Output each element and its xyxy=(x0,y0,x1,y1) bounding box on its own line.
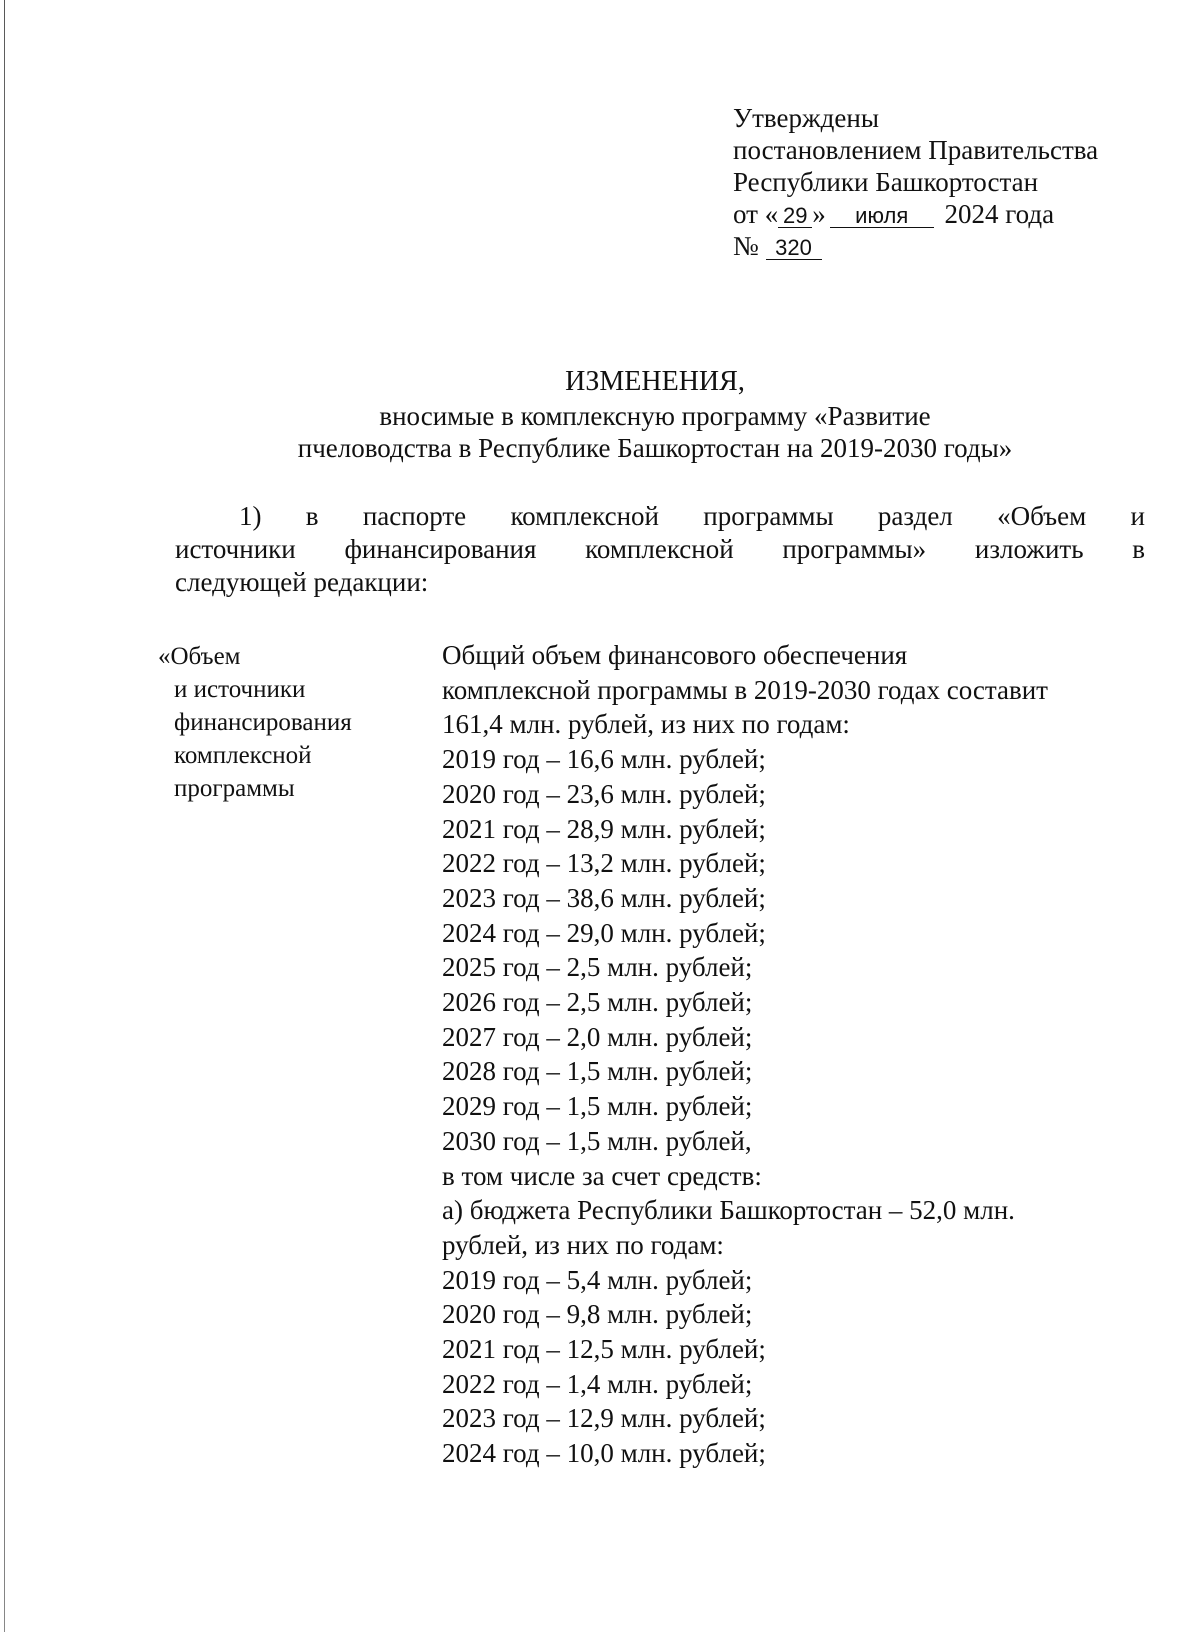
number-prefix: № xyxy=(733,231,759,261)
intro-word: финансирования xyxy=(344,534,537,564)
intro-word: и xyxy=(1130,501,1145,531)
scan-edge-line xyxy=(4,0,5,1632)
passport-label-column xyxy=(158,640,352,805)
date-month: июля xyxy=(830,205,934,228)
date-mid: » xyxy=(812,199,826,229)
intro-line-2 xyxy=(175,533,1145,566)
intro-word: программы» xyxy=(782,534,927,564)
intro-word: источники xyxy=(175,534,296,564)
intro-word: изложить xyxy=(974,534,1084,564)
approval-line-2: постановлением Правительства xyxy=(733,135,1099,165)
intro-line-1 xyxy=(175,500,1145,533)
date-day: 29 xyxy=(778,205,812,228)
intro-line-3: следующей редакции: xyxy=(175,567,429,597)
passport-value-line: а) бюджета Республики Башкортостан – 52,0 млн. xyxy=(442,1195,1015,1226)
passport-value-line: 2023 год – 38,6 млн. рублей; xyxy=(442,882,766,913)
passport-value-line: 2020 год – 23,6 млн. рублей; xyxy=(442,778,766,809)
passport-label-line: комплексной xyxy=(174,742,312,769)
document-title xyxy=(190,366,1120,464)
passport-value-column xyxy=(442,638,1048,1471)
intro-word: раздел xyxy=(877,501,953,531)
passport-value-line: Общий объем финансового обеспечения xyxy=(442,640,908,670)
passport-value-line: 2024 год – 29,0 млн. рублей; xyxy=(442,917,766,948)
intro-word: комплексной xyxy=(510,501,659,531)
intro-word: программы xyxy=(703,501,834,531)
intro-word: комплексной xyxy=(585,534,734,564)
passport-value-line: в том числе за счет средств: xyxy=(442,1160,762,1191)
passport-value-line: 2026 год – 2,5 млн. рублей; xyxy=(442,987,753,1018)
intro-word: 1) xyxy=(239,501,262,531)
passport-value-line: 2020 год – 9,8 млн. рублей; xyxy=(442,1299,753,1330)
intro-paragraph xyxy=(175,500,1145,599)
passport-value-line: 2022 год – 13,2 млн. рублей; xyxy=(442,848,766,879)
passport-value-line: 2025 год – 2,5 млн. рублей; xyxy=(442,952,753,983)
passport-label-line: финансирования xyxy=(174,709,352,736)
passport-value-line: 2021 год – 12,5 млн. рублей; xyxy=(442,1334,766,1365)
passport-value-line: 2030 год – 1,5 млн. рублей, xyxy=(442,1125,752,1156)
date-prefix: от « xyxy=(733,199,779,229)
passport-value-line: 2022 год – 1,4 млн. рублей; xyxy=(442,1368,753,1399)
approval-line-1: Утверждены xyxy=(733,103,879,133)
intro-word: в xyxy=(305,501,319,531)
date-suffix: 2024 года xyxy=(944,199,1055,229)
approval-number-line xyxy=(733,230,1098,262)
passport-value-line: 2019 год – 5,4 млн. рублей; xyxy=(442,1264,753,1295)
number-value: 320 xyxy=(766,237,822,260)
passport-value-line: комплексной программы в 2019-2030 годах составит xyxy=(442,674,1048,705)
passport-label-line: «Объем xyxy=(158,643,241,670)
intro-word: «Объем xyxy=(997,501,1087,531)
title-main: ИЗМЕНЕНИЯ, xyxy=(565,366,745,397)
passport-value-line: 2024 год – 10,0 млн. рублей; xyxy=(442,1438,766,1469)
intro-word: паспорте xyxy=(362,501,467,531)
title-sub-2: пчеловодства в Республике Башкортостан на 2019-2030 годы» xyxy=(297,433,1013,463)
approval-line-3: Республики Башкортостан xyxy=(733,167,1039,197)
approval-date-line xyxy=(733,198,1098,230)
title-sub-1: вносимые в комплексную программу «Развитие xyxy=(379,401,931,431)
passport-value-line: 2028 год – 1,5 млн. рублей; xyxy=(442,1056,753,1087)
passport-label-line: программы xyxy=(174,775,295,802)
passport-value-line: 2021 год – 28,9 млн. рублей; xyxy=(442,813,766,844)
passport-value-line: 2027 год – 2,0 млн. рублей; xyxy=(442,1021,753,1052)
approval-block xyxy=(733,102,1098,262)
passport-value-line: 2029 год – 1,5 млн. рублей; xyxy=(442,1091,753,1122)
passport-value-line: 2023 год – 12,9 млн. рублей; xyxy=(442,1403,766,1434)
passport-value-line: 161,4 млн. рублей, из них по годам: xyxy=(442,709,850,740)
intro-word: в xyxy=(1132,534,1145,564)
passport-value-line: рублей, из них по годам: xyxy=(442,1229,724,1260)
passport-label-line: и источники xyxy=(174,676,306,703)
passport-value-line: 2019 год – 16,6 млн. рублей; xyxy=(442,744,766,775)
